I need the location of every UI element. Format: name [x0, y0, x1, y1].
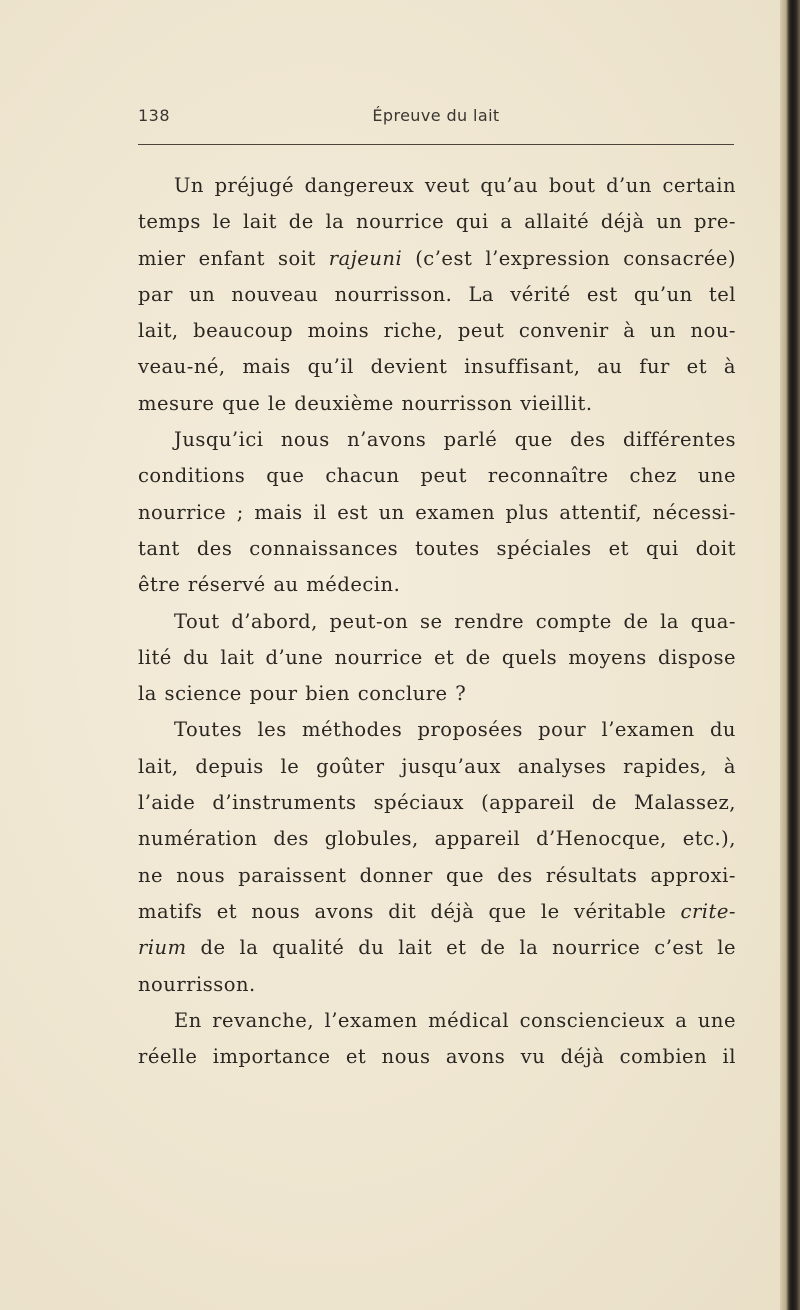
- text-line: Toutes les méthodes proposées pour l’examen du: [174, 718, 736, 742]
- text-line: la science pour bien conclure ?: [138, 682, 467, 706]
- text-line: réelle importance et nous avons vu déjà combien il: [138, 1045, 736, 1069]
- page-number: 138: [138, 106, 171, 125]
- paragraph-5: [138, 1003, 736, 1076]
- text-line: par un nouveau nourrisson. La vérité est qu’un tel: [138, 282, 736, 306]
- paragraph-1: [138, 168, 736, 422]
- italic-term: rium: [138, 936, 187, 960]
- text-fragment: matifs et nous avons dit déjà que le véritable: [138, 899, 681, 923]
- text-line: ne nous paraissent donner que des résultats approxi-: [138, 863, 736, 887]
- text-line: Jusqu’ici nous n’avons parlé que des différentes: [174, 428, 736, 452]
- italic-term: rajeuni: [328, 246, 403, 270]
- text-line: Un préjugé dangereux veut qu’au bout d’un certain: [174, 174, 736, 197]
- text-line: [138, 894, 736, 930]
- text-line: temps le lait de la nourrice qui a allaité déjà un pre-: [138, 210, 736, 234]
- paragraph-2: [138, 422, 736, 603]
- page-binding-edge: [780, 0, 800, 1310]
- text-line: [138, 930, 736, 966]
- paragraph-3: [138, 604, 736, 713]
- text-line: être réservé au médecin.: [138, 573, 401, 597]
- running-head: Épreuve du lait: [372, 106, 500, 125]
- text-line: mesure que le deuxième nourrisson vieillit.: [138, 391, 593, 415]
- text-line: En revanche, l’examen médical consciencieux a une: [174, 1008, 736, 1032]
- text-line: Tout d’abord, peut-on se rendre compte de la qua-: [174, 609, 736, 633]
- text-line: veau-né, mais qu’il devient insuffisant, au fur et à: [138, 355, 736, 379]
- paragraph-4: [138, 712, 736, 1002]
- text-line: lait, beaucoup moins riche, peut convenir à un nou-: [138, 319, 736, 343]
- text-line: nourrisson.: [138, 972, 256, 996]
- text-fragment: mier enfant soit: [138, 246, 329, 270]
- text-line: lait, depuis le goûter jusqu’aux analyses rapides, à: [138, 754, 736, 778]
- header-rule: [138, 144, 734, 145]
- text-line: lité du lait d’une nourrice et de quels moyens dispose: [138, 645, 736, 669]
- text-fragment: (c’est l’expression consacrée): [402, 246, 736, 270]
- text-line: l’aide d’instruments spéciaux (appareil de Malassez,: [138, 791, 736, 815]
- body-text: [138, 168, 736, 1075]
- text-line: conditions que chacun peut reconnaître chez une: [138, 464, 736, 488]
- text-fragment: de la qualité du lait et de la nourrice c’est le: [186, 936, 736, 960]
- text-line: tant des connaissances toutes spéciales et qui doit: [138, 536, 736, 560]
- italic-term: crite-: [680, 899, 736, 923]
- page-header: [138, 106, 734, 146]
- text-line: [138, 241, 736, 277]
- text-line: numération des globules, appareil d’Henocque, etc.),: [138, 827, 736, 851]
- text-line: nourrice ; mais il est un examen plus attentif, nécessi-: [138, 500, 736, 524]
